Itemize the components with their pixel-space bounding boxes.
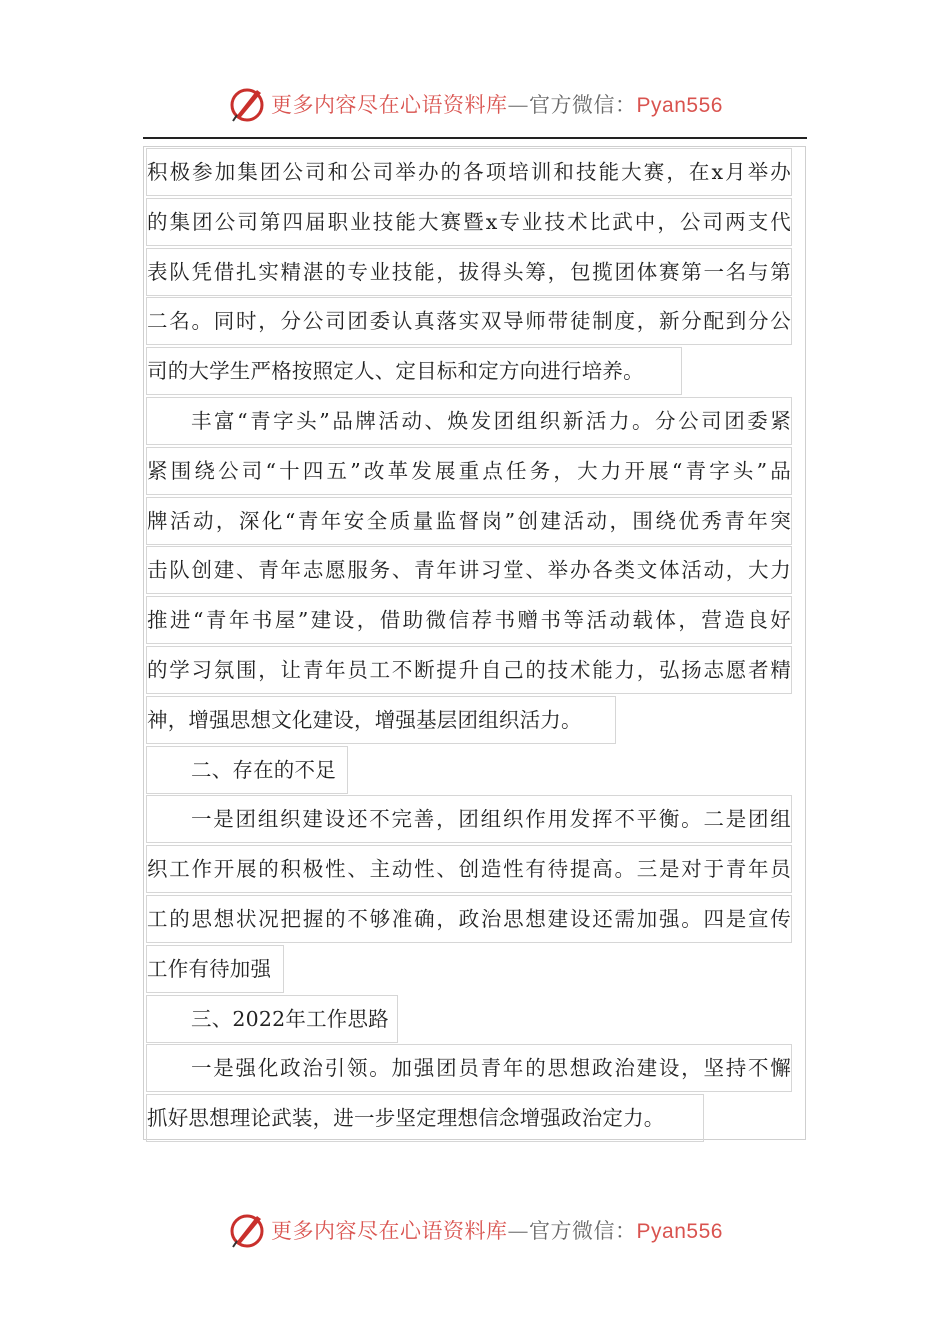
footer-wechat-id: Pyan556 [636, 1220, 723, 1243]
footer-banner [0, 1208, 950, 1252]
document-body [146, 148, 796, 1144]
text-line: 工的思想状况把握的不够准确，政治思想建设还需加强。四是宣传 [146, 895, 792, 943]
footer-text [271, 1215, 723, 1245]
header-banner [0, 82, 950, 126]
text-line: 表队凭借扎实精湛的专业技能，拔得头筹，包揽团体赛第一名与第 [146, 248, 792, 296]
quill-pen-logo-icon [227, 84, 267, 124]
text-line: 牌活动，深化“青年安全质量监督岗”创建活动，围绕优秀青年突 [146, 497, 792, 545]
header-wechat-label: 官方微信： [529, 93, 637, 117]
text-line: 推进“青年书屋”建设，借助微信荐书赠书等活动载体，营造良好 [146, 596, 792, 644]
text-line: 司的大学生严格按照定人、定目标和定方向进行培养。 [146, 347, 682, 395]
text-line: 神，增强思想文化建设，增强基层团组织活力。 [146, 696, 616, 744]
text-line: 击队创建、青年志愿服务、青年讲习堂、举办各类文体活动，大力 [146, 546, 792, 594]
text-line: 紧围绕公司“十四五”改革发展重点任务，大力开展“青字头”品 [146, 447, 792, 495]
section-heading: 三、2022年工作思路 [146, 995, 398, 1043]
footer-separator: — [507, 1219, 530, 1243]
footer-wechat-label: 官方微信： [529, 1219, 637, 1243]
text-line: 的学习氛围，让青年员工不断提升自己的技术能力，弘扬志愿者精 [146, 646, 792, 694]
quill-pen-logo-icon [227, 1210, 267, 1250]
header-divider [143, 137, 807, 139]
section-heading: 二、存在的不足 [146, 746, 348, 794]
header-separator: — [507, 93, 530, 117]
text-line: 丰富“青字头”品牌活动、焕发团组织新活力。分公司团委紧 [146, 397, 792, 445]
header-text [271, 89, 723, 119]
text-line: 织工作开展的积极性、主动性、创造性有待提高。三是对于青年员 [146, 845, 792, 893]
text-line: 一是强化政治引领。加强团员青年的思想政治建设，坚持不懈 [146, 1044, 792, 1092]
header-site-text: 更多内容尽在心语资料库 [271, 93, 508, 117]
text-line: 一是团组织建设还不完善，团组织作用发挥不平衡。二是团组 [146, 795, 792, 843]
text-line: 二名。同时，分公司团委认真落实双导师带徒制度，新分配到分公 [146, 297, 792, 345]
text-line: 抓好思想理论武装，进一步坚定理想信念增强政治定力。 [146, 1094, 704, 1142]
footer-site-text: 更多内容尽在心语资料库 [271, 1219, 508, 1243]
header-wechat-id: Pyan556 [636, 94, 723, 117]
text-line: 工作有待加强 [146, 945, 284, 993]
text-line: 的集团公司第四届职业技能大赛暨x专业技术比武中，公司两支代 [146, 198, 792, 246]
text-line: 积极参加集团公司和公司举办的各项培训和技能大赛，在x月举办 [146, 148, 792, 196]
